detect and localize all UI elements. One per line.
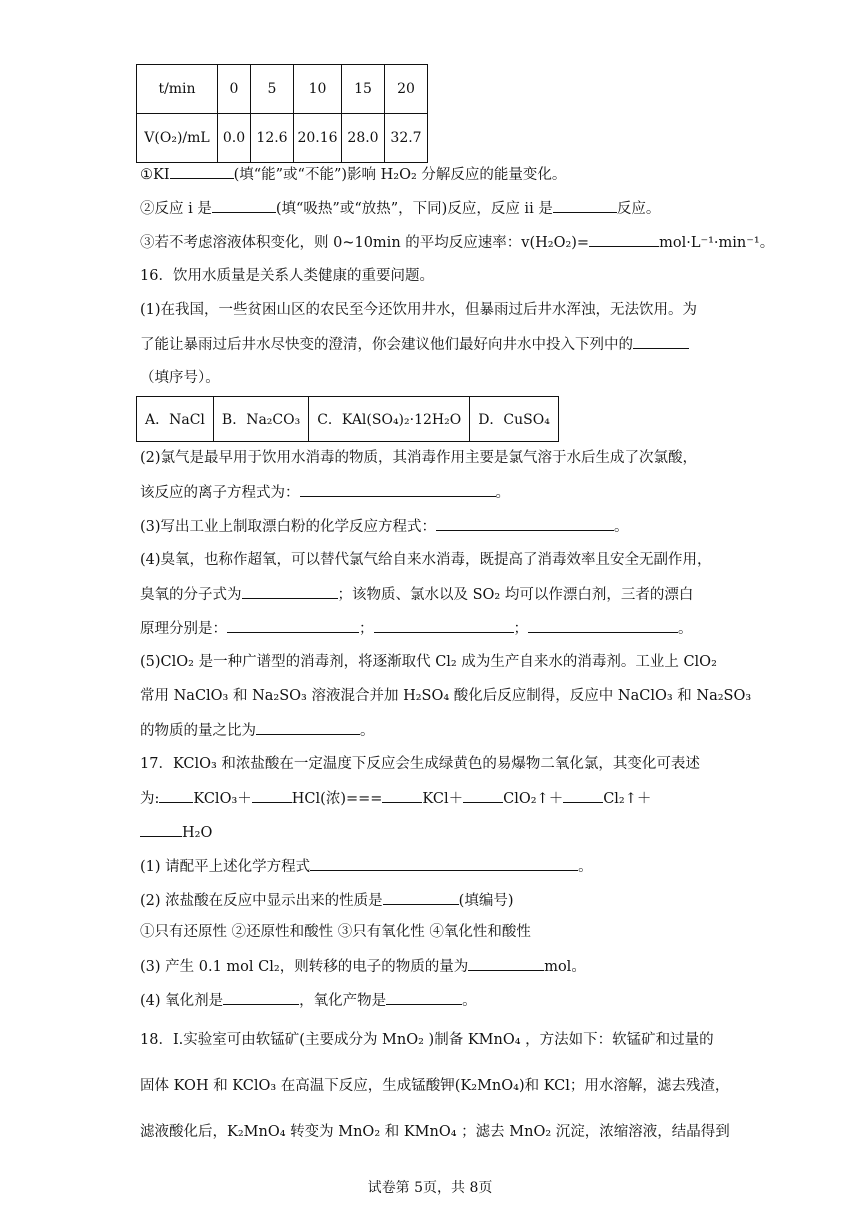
table-cell: V(O₂)/mL — [137, 114, 218, 163]
q17-s2 — [140, 890, 513, 911]
text: H₂O — [182, 825, 213, 841]
q18-line-3: 滤液酸化后，K₂MnO₄ 转变为 MnO₂ 和 KMnO₄ ；滤去 MnO₂ 沉淀，浓缩溶液，结晶得到 — [140, 1124, 730, 1140]
table-row — [137, 397, 559, 442]
q16-p1-line-3: （填序号）。 — [140, 370, 220, 386]
text: ； — [359, 621, 374, 637]
answer-blank[interactable] — [300, 482, 496, 497]
table-cell: 5 — [251, 65, 294, 114]
answer-blank[interactable] — [553, 198, 617, 213]
table-cell: 20 — [385, 65, 428, 114]
text: ②反应 i 是 — [140, 201, 212, 217]
text: (3)写出工业上制取漂白粉的化学反应方程式： — [140, 519, 437, 535]
q18-line-2: 固体 KOH 和 KClO₃ 在高温下反应，生成锰酸钾(K₂MnO₄)和 KCl；用水溶解，滤去残渣， — [140, 1078, 730, 1094]
q17-s3 — [140, 956, 586, 977]
answer-blank[interactable] — [374, 618, 514, 633]
text: ； — [513, 621, 528, 637]
table-cell: 28.0 — [342, 114, 385, 163]
q16-p1-line-1: (1)在我国，一些贫困山区的农民至今还饮用井水，但暴雨过后井水浑浊，无法饮用。为 — [140, 302, 698, 318]
answer-blank[interactable] — [170, 164, 234, 179]
text: 。 — [578, 859, 593, 875]
q15-line-3 — [140, 232, 774, 253]
text: 。 — [462, 993, 477, 1009]
text: KCl＋ — [422, 791, 464, 807]
text: (4) 氧化剂是 — [140, 993, 224, 1009]
text: 反应。 — [616, 201, 661, 217]
text: 。 — [678, 621, 693, 637]
option-a[interactable]: A．NaCl — [137, 397, 214, 442]
coefficient-blank[interactable] — [563, 788, 603, 803]
text: HCl(浓)=== — [291, 791, 383, 807]
q16-p5-line-3 — [140, 720, 375, 741]
q16-p2-line-1: (2)氯气是最早用于饮用水消毒的物质，其消毒作用主要是氯气溶于水后生成了次氯酸， — [140, 450, 698, 466]
table-cell: 32.7 — [385, 114, 428, 163]
text: (1) 请配平上述化学方程式 — [140, 859, 311, 875]
answer-blank[interactable] — [310, 856, 578, 871]
coefficient-blank[interactable] — [382, 788, 422, 803]
answer-blank[interactable] — [242, 584, 338, 599]
answer-blank[interactable] — [212, 198, 276, 213]
q17-line-1: 17．KClO₃ 和浓盐酸在一定温度下反应会生成绿黄色的易爆物二氧化氯，其变化可表述 — [140, 756, 700, 772]
text: 。 — [360, 723, 375, 739]
text: (填“能”或“不能”)影响 H₂O₂ 分解反应的能量变化。 — [233, 167, 567, 183]
option-d[interactable]: D．CuSO₄ — [470, 397, 559, 442]
text: ③若不考虑溶液体积变化，则 0~10min 的平均反应速率：v(H₂O₂)= — [140, 235, 590, 251]
table-cell: 20.16 — [294, 114, 342, 163]
coefficient-blank[interactable] — [159, 788, 193, 803]
table-cell: 12.6 — [251, 114, 294, 163]
answer-blank[interactable] — [223, 990, 299, 1005]
text: KClO₃＋ — [193, 791, 252, 807]
text: ①KI — [140, 167, 170, 183]
text: 了能让暴雨过后井水尽快变的澄清，你会建议他们最好向井水中投入下列中的 — [140, 337, 633, 353]
text: 。 — [495, 485, 510, 501]
table-row — [137, 65, 428, 114]
table-row — [137, 114, 428, 163]
text: 原理分别是： — [140, 621, 227, 637]
answer-blank[interactable] — [528, 618, 678, 633]
text: 臭氧的分子式为 — [140, 587, 242, 603]
table-cell: 15 — [342, 65, 385, 114]
q16-p2-line-2 — [140, 482, 510, 503]
answer-blank[interactable] — [633, 334, 689, 349]
q16-p4-line-2 — [140, 584, 693, 605]
text: ；该物质、氯水以及 SO₂ 均可以作漂白剂，三者的漂白 — [337, 587, 694, 603]
table-cell: 10 — [294, 65, 342, 114]
answer-blank[interactable] — [589, 232, 659, 247]
text: ，氧化产物是 — [299, 993, 387, 1009]
q18-line-1: 18．I.实验室可由软锰矿(主要成分为 MnO₂ )制备 KMnO₄ ，方法如下：软锰矿和过量的 — [140, 1032, 714, 1048]
text: 为: — [140, 791, 160, 807]
q17-s4 — [140, 990, 477, 1011]
q16-p5-line-1: (5)ClO₂ 是一种广谱型的消毒剂，将逐渐取代 Cl₂ 成为生产自来水的消毒剂。工业上 ClO₂ — [140, 654, 717, 670]
options-table — [136, 396, 559, 442]
q16-title: 16．饮用水质量是关系人类健康的重要问题。 — [140, 268, 434, 284]
text: ClO₂↑＋ — [503, 791, 564, 807]
text: (填编号) — [458, 893, 514, 909]
q16-p4-line-3 — [140, 618, 693, 639]
coefficient-blank[interactable] — [252, 788, 292, 803]
q16-p3 — [140, 516, 629, 537]
q17-s2-options: ①只有还原性 ②还原性和酸性 ③只有氧化性 ④氧化性和酸性 — [140, 924, 531, 940]
text: mol·L⁻¹·min⁻¹。 — [659, 235, 775, 251]
text: 。 — [614, 519, 629, 535]
answer-blank[interactable] — [436, 516, 614, 531]
q16-p5-line-2: 常用 NaClO₃ 和 Na₂SO₃ 溶液混合并加 H₂SO₄ 酸化后反应制得，反应中 NaClO₃ 和 Na₂SO₃ — [140, 688, 752, 704]
q17-equation — [140, 788, 651, 809]
table-cell: t/min — [137, 65, 218, 114]
q17-equation-cont — [140, 822, 212, 843]
text: (2) 浓盐酸在反应中显示出来的性质是 — [140, 893, 383, 909]
q16-p1-line-2 — [140, 334, 689, 355]
answer-blank[interactable] — [256, 720, 360, 735]
q15-line-2 — [140, 198, 660, 219]
text: (填“吸热”或“放热”，下同)反应，反应 ii 是 — [275, 201, 553, 217]
answer-blank[interactable] — [227, 618, 359, 633]
text: 该反应的离子方程式为： — [140, 485, 300, 501]
q15-line-1 — [140, 164, 566, 185]
page-footer: 试卷第 5页，共 8页 — [367, 1180, 493, 1196]
answer-blank[interactable] — [383, 890, 459, 905]
q16-p4-line-1: (4)臭氧，也称作超氧，可以替代氯气给自来水消毒，既提高了消毒效率且安全无副作用， — [140, 552, 712, 568]
text: Cl₂↑＋ — [603, 791, 652, 807]
option-b[interactable]: B．Na₂CO₃ — [213, 397, 308, 442]
coefficient-blank[interactable] — [140, 822, 182, 837]
q17-s1 — [140, 856, 593, 877]
text: mol。 — [544, 959, 586, 975]
text: 的物质的量之比为 — [140, 723, 256, 739]
coefficient-blank[interactable] — [463, 788, 503, 803]
text: (3) 产生 0.1 mol Cl₂，则转移的电子的物质的量为 — [140, 959, 469, 975]
oxygen-volume-table — [136, 64, 428, 163]
answer-blank[interactable] — [386, 990, 462, 1005]
table-cell: 0.0 — [218, 114, 251, 163]
table-cell: 0 — [218, 65, 251, 114]
option-c[interactable]: C．KAl(SO₄)₂·12H₂O — [309, 397, 470, 442]
answer-blank[interactable] — [468, 956, 544, 971]
